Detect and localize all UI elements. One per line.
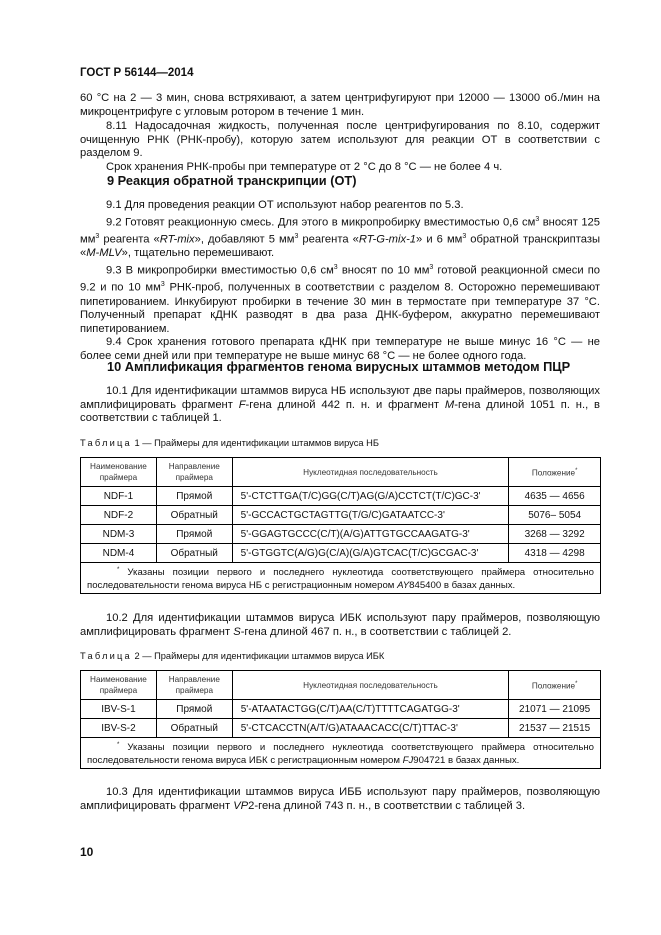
column-header: Направление праймера	[156, 458, 232, 487]
column-header: Нуклеотидная последовательность	[232, 458, 509, 487]
table-1-caption: Таблица 1 — Праймеры для идентификации штаммов вируса НБ	[80, 438, 379, 448]
table-row	[81, 544, 601, 563]
primer-sequence: 5'-CTCACCTN(A/T/G)ATAAACACC(C/T)TTAC-3'	[232, 719, 509, 738]
column-header: Направление праймера	[156, 671, 232, 700]
paragraph: 9.3 В микропробирки вместимостью 0,6 $см^3$ вносят по 10 $мм^3$ готовой реакционной смеси по 9.2 и по 10 $мм^3$ РНК-проб, полученных в соответствии с разделом 8. Осторожно перемешивают пипетированием. Инкубируют пробирки в течение 30 мин в термостате при температуре 37 °С. Полученный препарат кДНК разводят в два раза ДНК-буфером, аккуратно перемешивают пипетированием.	[80, 263, 600, 335]
primer-sequence: 5'-GCCACTGCTAGTTG(T/G/C)GATAATCC-3'	[232, 506, 509, 525]
paragraph: 10.2 Для идентификации штаммов вируса ИБК используют пару праймеров, позволяющую амплифицировать фрагмент S-гена длиной 467 п. н., в соответствии с таблицей 2.	[80, 612, 600, 638]
paragraph: 10.3 Для идентификации штаммов вируса ИББ используют пару праймеров, позволяющую амплифицировать фрагмент VP2-гена длиной 743 п. н., в соответствии с таблицей 3.	[80, 786, 600, 812]
primer-position: 3268 — 3292	[509, 525, 601, 544]
section-10-1	[80, 385, 600, 426]
document-header: ГОСТ Р 56144—2014	[80, 67, 194, 79]
intro-block	[80, 92, 600, 175]
paragraph: 60 °С на 2 — 3 мин, снова встряхивают, а затем центрифугируют при 12000 — 13000 об./мин на микроцентрифуге с угловым ротором в течение 1 мин.	[80, 92, 600, 118]
paragraph: 9.4 Срок хранения готового препарата кДНК при температуре не выше минус 16 °С — не более семи дней или при температуре не выше минус 68 °С — не более одного года.	[80, 336, 600, 362]
table-header-row	[81, 671, 601, 700]
primer-sequence: 5'-GGAGTGCCC(C/T)(A/G)ATTGTGCCAAGATG-3'	[232, 525, 509, 544]
column-header: Нуклеотидная последовательность	[232, 671, 509, 700]
primer-name: NDM-4	[81, 544, 157, 563]
primer-position: 21071 — 21095	[509, 700, 601, 719]
column-header: Положение*	[509, 671, 601, 700]
table-2-caption: Таблица 2 — Праймеры для идентификации штаммов вируса ИБК	[80, 651, 385, 661]
section-10-2	[80, 612, 600, 639]
table-note-row	[81, 738, 601, 769]
section-9-heading: 9 Реакция обратной транскрипции (ОТ)	[107, 173, 357, 188]
primer-direction: Обратный	[156, 544, 232, 563]
primer-name: NDF-1	[81, 487, 157, 506]
table-2	[80, 670, 601, 769]
table-note-row	[81, 563, 601, 594]
table-row	[81, 525, 601, 544]
primer-position: 4635 — 4656	[509, 487, 601, 506]
primer-name: IBV-S-2	[81, 719, 157, 738]
column-header: Положение*	[509, 458, 601, 487]
section-10-3	[80, 786, 600, 813]
paragraph: Срок хранения РНК-пробы при температуре от 2 °С до 8 °С — не более 4 ч.	[106, 160, 503, 173]
table-note: * Указаны позиции первого и последнего нуклеотида соответствующего праймера относительно последовательности генома вируса НБ с регистрационным номером AY845400 в базах данных.	[81, 563, 601, 594]
primer-position: 4318 — 4298	[509, 544, 601, 563]
table-row	[81, 487, 601, 506]
section-10-heading: 10 Амплификация фрагментов генома вирусных штаммов методом ПЦР	[107, 359, 571, 374]
primer-direction: Прямой	[156, 700, 232, 719]
table-row	[81, 506, 601, 525]
primer-sequence: 5'-ATAATACTGG(C/T)AA(C/T)TTTTCAGATGG-3'	[232, 700, 509, 719]
column-header: Наименование праймера	[81, 671, 157, 700]
primer-name: NDF-2	[81, 506, 157, 525]
primer-name: NDM-3	[81, 525, 157, 544]
paragraph: 9.2 Готовят реакционную смесь. Для этого в микропробирку вместимостью 0,6 $см^3$ вносят 125 $мм^3$ реагента «RT-mix», добавляют 5 $мм^3$ реагента «RT-G-mix-1» и 6 $мм^3$ обратной транскриптазы «M-MLV», тщательно перемешивают.	[80, 215, 601, 260]
column-header: Наименование праймера	[81, 458, 157, 487]
primer-position: 5076– 5054	[509, 506, 601, 525]
paragraph: 8.11 Надосадочная жидкость, полученная после центрифугирования по 8.10, содержит очищенную РНК (РНК-пробу), которую затем используют для реакции ОТ в соответствии с разделом 9.	[80, 120, 600, 160]
section-9-body	[80, 199, 600, 363]
table-note: * Указаны позиции первого и последнего нуклеотида соответствующего праймера относительно последовательности генома вируса ИБК с регистрационным номером FJ904721 в базах данных.	[81, 738, 601, 769]
table-row	[81, 700, 601, 719]
primer-sequence: 5'-CTCTTGA(T/C)GG(C/T)AG(G/A)CCTCT(T/C)GC-3'	[232, 487, 509, 506]
table-header-row	[81, 458, 601, 487]
paragraph: 10.1 Для идентификации штаммов вируса НБ используют две пары праймеров, позволяющих амплифицировать фрагмент F-гена длиной 442 п. н. и фрагмент M-гена длиной 1051 п. н., в соответствии с таблицей 1.	[80, 385, 600, 425]
paragraph: 9.1 Для проведения реакции ОТ используют набор реагентов по 5.3.	[106, 199, 464, 211]
primer-direction: Обратный	[156, 506, 232, 525]
table-row	[81, 719, 601, 738]
table-1	[80, 457, 601, 594]
primer-direction: Обратный	[156, 719, 232, 738]
primer-sequence: 5'-GTGGTC(A/G)G(C/A)(G/A)GTCAC(T/C)GCGAC-3'	[232, 544, 509, 563]
page-number: 10	[80, 845, 94, 859]
primer-position: 21537 — 21515	[509, 719, 601, 738]
primer-direction: Прямой	[156, 487, 232, 506]
primer-direction: Прямой	[156, 525, 232, 544]
primer-name: IBV-S-1	[81, 700, 157, 719]
